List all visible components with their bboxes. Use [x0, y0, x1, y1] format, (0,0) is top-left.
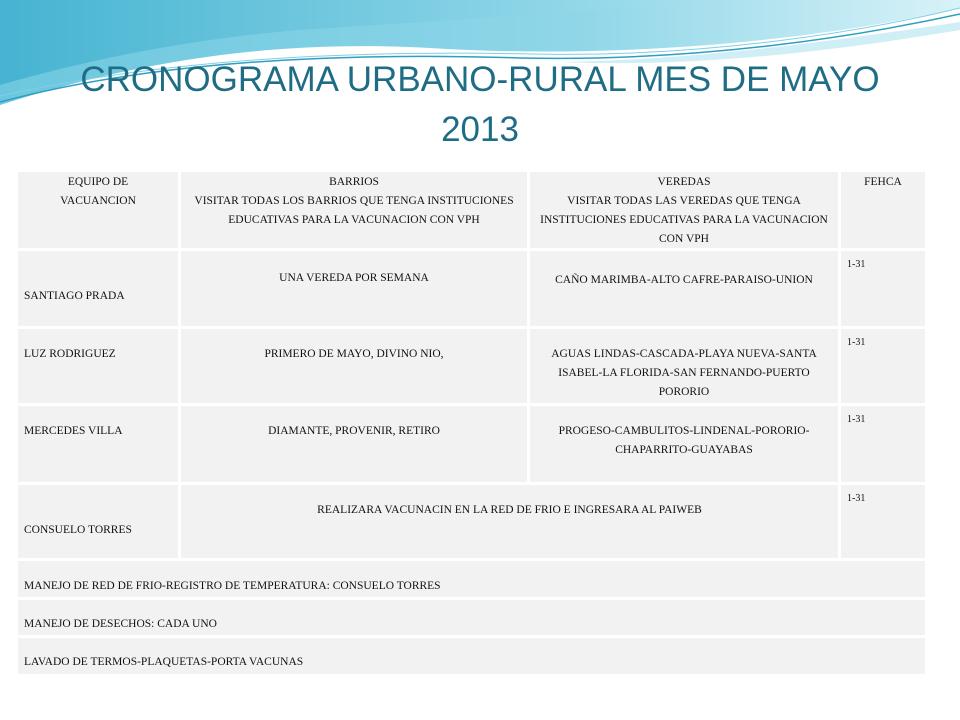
table-row-1-barrios	[181, 251, 527, 326]
table-row-4-fecha	[841, 485, 925, 558]
equipo-name: LUZ RODRIGUEZ	[24, 348, 116, 360]
table-row-2-equipo	[18, 329, 178, 403]
header-barrios	[181, 172, 527, 248]
header-veredas-title: VEREDAS	[657, 176, 711, 188]
veredas-text: CAÑO MARIMBA-ALTO CAFRE-PARAISO-UNION	[555, 274, 813, 286]
header-veredas-desc: VISITAR TODAS LAS VEREDAS QUE TENGA INSTITUCIONES EDUCATIVAS PARA LA VACUNACION CON VPH	[540, 195, 828, 245]
table-row-3-fecha	[841, 406, 925, 482]
footer-row-1	[18, 561, 925, 597]
footer-row-3	[18, 638, 925, 674]
page-title-line-2: 2013	[441, 110, 519, 149]
veredas-text: PROGESO-CAMBULITOS-LINDENAL-PORORIO-CHAPARRITO-GUAYABAS	[558, 425, 810, 456]
equipo-name: CONSUELO TORRES	[24, 524, 132, 536]
header-fecha	[841, 172, 925, 248]
fecha-text: 1-31	[847, 414, 866, 425]
fecha-text: 1-31	[847, 259, 866, 270]
footer-text: LAVADO DE TERMOS-PLAQUETAS-PORTA VACUNAS	[24, 656, 304, 668]
header-equipo-label: EQUIPO DE VACUANCION	[60, 176, 136, 207]
header-veredas	[530, 172, 838, 248]
footer-row-2	[18, 600, 925, 635]
table-row-1-veredas	[530, 251, 838, 326]
table-row-3-veredas	[530, 406, 838, 482]
merged-text: REALIZARA VACUNACIN EN LA RED DE FRIO E INGRESARA AL PAIWEB	[317, 504, 702, 516]
footer-text: MANEJO DE DESECHOS: CADA UNO	[24, 618, 217, 630]
table-row-2-barrios	[181, 329, 527, 403]
barrios-text: PRIMERO DE MAYO, DIVINO NIO,	[264, 348, 444, 360]
footer-text: MANEJO DE RED DE FRIO-REGISTRO DE TEMPERATURA: CONSUELO TORRES	[24, 580, 441, 592]
fecha-text: 1-31	[847, 493, 866, 504]
veredas-text: AGUAS LINDAS-CASCADA-PLAYA NUEVA-SANTA ISABEL-LA FLORIDA-SAN FERNANDO-PUERTO PORORIO	[551, 348, 817, 398]
fecha-text: 1-31	[847, 337, 866, 348]
header-fecha-label: FEHCA	[864, 176, 902, 188]
table-row-2-fecha	[841, 329, 925, 403]
page-title-line-1: CRONOGRAMA URBANO-RURAL MES DE MAYO	[80, 60, 880, 99]
barrios-text: DIAMANTE, PROVENIR, RETIRO	[268, 425, 440, 437]
table-row-3-barrios	[181, 406, 527, 482]
table-row-4-equipo	[18, 485, 178, 558]
table-row-1-fecha	[841, 251, 925, 326]
table-row-1-equipo	[18, 251, 178, 326]
equipo-name: MERCEDES VILLA	[24, 425, 123, 437]
table-row-4-merged	[181, 485, 838, 558]
equipo-name: SANTIAGO PRADA	[24, 290, 125, 302]
barrios-text: UNA VEREDA POR SEMANA	[279, 272, 429, 284]
header-barrios-title: BARRIOS	[329, 176, 379, 188]
header-equipo	[18, 172, 178, 248]
header-barrios-desc: VISITAR TODAS LOS BARRIOS QUE TENGA INSTITUCIONES EDUCATIVAS PARA LA VACUNACION CON VPH	[194, 195, 514, 226]
table-row-3-equipo	[18, 406, 178, 482]
table-row-2-veredas	[530, 329, 838, 403]
